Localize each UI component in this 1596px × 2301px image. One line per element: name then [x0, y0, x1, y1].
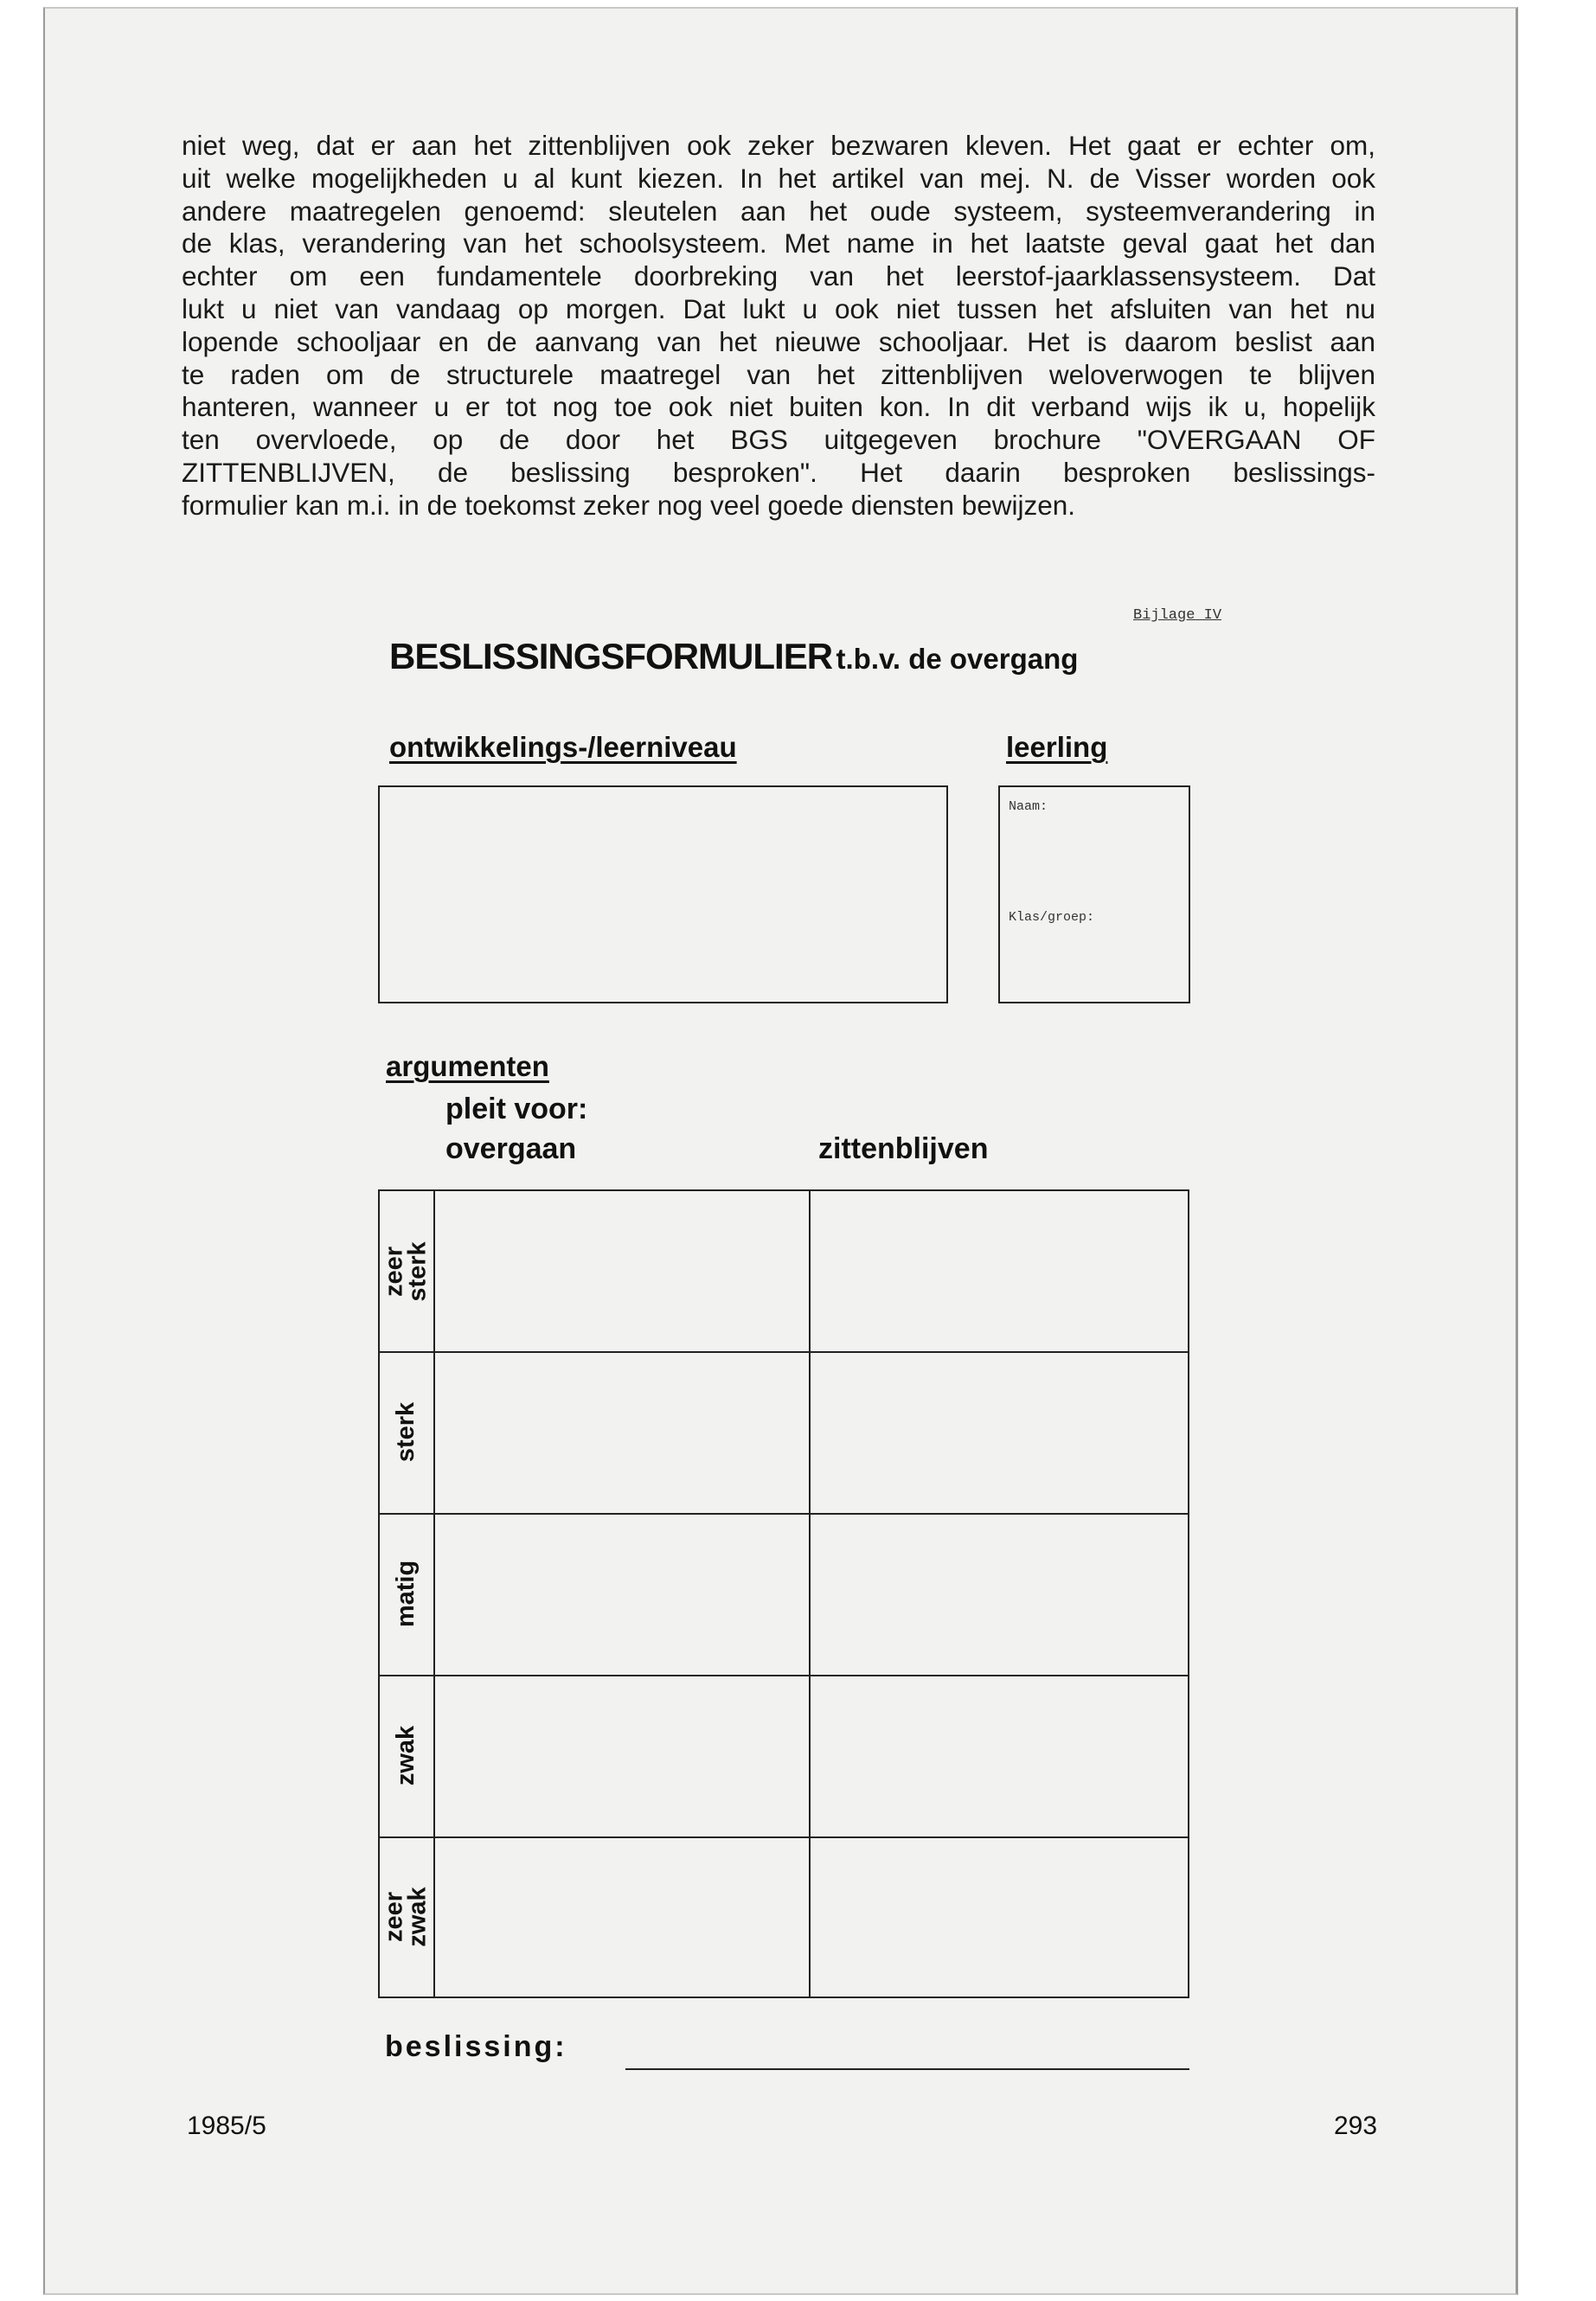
row-label-text: zwak: [392, 1725, 420, 1786]
grid-divider: [809, 1191, 811, 1997]
col-promote-header: overgaan: [445, 1132, 577, 1165]
row-label-text: matig: [392, 1560, 420, 1628]
decision-label: beslissing:: [385, 2030, 567, 2063]
paragraph-line: hanteren, wanneer u er tot nog toe ook niet buiten kon. In dit verband wijs ik u, hopelijk: [182, 391, 1375, 423]
argument-grid: [378, 1189, 1189, 1998]
body-paragraph: [182, 130, 1375, 522]
row-label-very-strong: [380, 1191, 433, 1351]
grid-divider: [380, 1351, 1188, 1353]
row-label-very-weak: [380, 1836, 433, 1997]
paragraph-line: ten overvloede, op de door het BGS uitgegeven brochure "OVERGAAN OF: [182, 424, 1375, 456]
level-box[interactable]: [378, 785, 948, 1003]
grid-divider: [380, 1675, 1188, 1676]
form-title: [389, 636, 1078, 677]
row-label-text: sterk: [392, 1401, 420, 1463]
class-label: Klas/groep:: [1009, 910, 1095, 925]
arguments-heading: argumenten: [386, 1050, 549, 1082]
row-label-strong: [380, 1351, 433, 1513]
paragraph-line: lopende schooljaar en de aanvang van het nieuwe schooljaar. Het is daarom beslist aan: [182, 325, 1375, 357]
paragraph-line: andere maatregelen genoemd: sleutelen aan het oude systeem, systeemverandering in: [182, 195, 1375, 227]
issue-number: 1985/5: [187, 2112, 266, 2140]
paragraph-line: lukt u niet van vandaag op morgen. Dat lukt u ook niet tussen het afsluiten van het nu: [182, 292, 1375, 324]
row-label-weak: [380, 1675, 433, 1836]
page-number: 293: [1334, 2112, 1378, 2140]
name-label: Naam:: [1009, 799, 1048, 814]
paragraph-line: formulier kan m.i. in de toekomst zeker nog veel goede diensten bewijzen.: [182, 489, 1076, 521]
paragraph-line: niet weg, dat er aan het zittenblijven ook zeker bezwaren kleven. Het gaat er echter om,: [182, 130, 1375, 161]
level-heading: ontwikkelings-/leerniveau: [389, 731, 737, 763]
row-label-text: zeer sterk: [381, 1240, 433, 1302]
grid-divider: [433, 1191, 435, 1997]
paragraph-line: echter om een fundamentele doorbreking van het leerstof-jaarklassensysteem. Dat: [182, 260, 1375, 292]
row-label-moderate: [380, 1513, 433, 1675]
row-label-text: zeer zwak: [381, 1886, 433, 1947]
annex-label: Bijlage IV: [1133, 607, 1222, 624]
paragraph-line: te raden om de structurele maatregel van het zittenblijven weloverwogen te blijven: [182, 358, 1375, 390]
grid-divider: [380, 1513, 1188, 1515]
form-title-main: BESLISSINGSFORMULIER: [389, 636, 833, 676]
col-retain-header: zittenblijven: [818, 1132, 989, 1165]
paragraph-line: de klas, verandering van het schoolsysteem. Met name in het laatste geval gaat het dan: [182, 228, 1375, 260]
form-title-sub: t.b.v. de overgang: [836, 643, 1079, 675]
student-box[interactable]: [998, 785, 1190, 1003]
paragraph-line: ZITTENBLIJVEN, de beslissing besproken". Het daarin besproken beslissings-: [182, 456, 1375, 488]
grid-divider: [380, 1836, 1188, 1838]
paragraph-line: uit welke mogelijkheden u al kunt kiezen. In het artikel van mej. N. de Visser worden ook: [182, 162, 1375, 194]
student-heading: leerling: [1006, 731, 1108, 763]
pleads-for-label: pleit voor:: [445, 1093, 588, 1125]
decision-input-line[interactable]: [625, 2068, 1189, 2070]
